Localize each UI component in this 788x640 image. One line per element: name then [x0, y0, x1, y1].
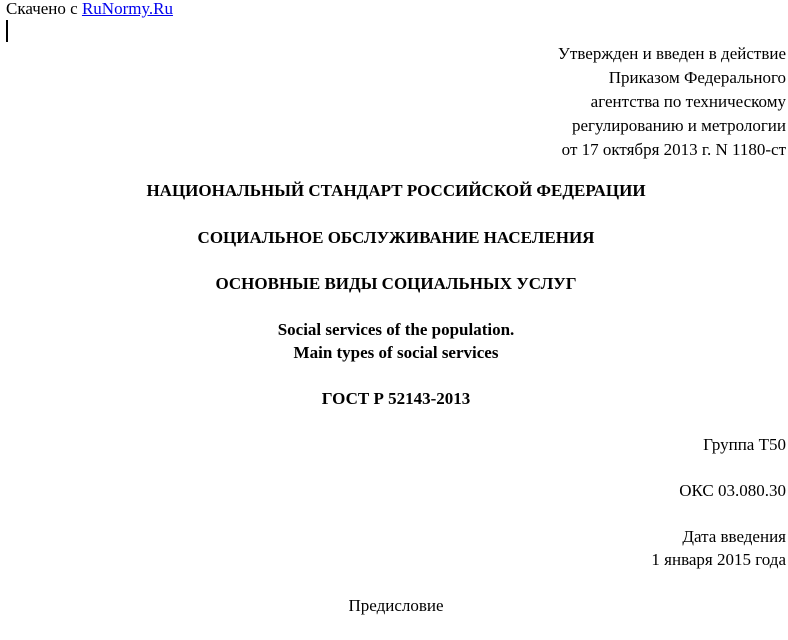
subject-title: СОЦИАЛЬНОЕ ОБСЛУЖИВАНИЕ НАСЕЛЕНИЯ	[197, 228, 595, 247]
preface-heading: Предисловие	[348, 596, 444, 615]
oks-label: ОКС 03.080.30	[679, 481, 786, 500]
intro-date-value: 1 января 2015 года	[651, 550, 786, 569]
intro-date-label: Дата введения	[682, 527, 786, 546]
text-cursor	[6, 20, 8, 42]
group-label: Группа Т50	[703, 435, 786, 454]
approval-line: агентства по техническому	[590, 92, 786, 111]
approval-block	[386, 42, 786, 162]
standard-code: ГОСТ Р 52143-2013	[321, 389, 471, 408]
approval-line: Утвержден и введен в действие	[557, 44, 786, 63]
source-link[interactable]: RuNormy.Ru	[81, 0, 173, 18]
source-line	[6, 0, 173, 21]
approval-line: регулированию и метрологии	[571, 116, 786, 135]
approval-line: Приказом Федерального	[608, 68, 786, 87]
english-title-line: Social services of the population.	[277, 320, 515, 339]
topic-title: ОСНОВНЫЕ ВИДЫ СОЦИАЛЬНЫХ УСЛУГ	[215, 274, 577, 293]
approval-line: от 17 октября 2013 г. N 1180-ст	[561, 140, 786, 159]
english-title-line: Main types of social services	[293, 343, 499, 362]
standard-title: НАЦИОНАЛЬНЫЙ СТАНДАРТ РОССИЙСКОЙ ФЕДЕРАЦИИ	[146, 181, 646, 200]
source-prefix: Скачено с	[6, 0, 78, 18]
